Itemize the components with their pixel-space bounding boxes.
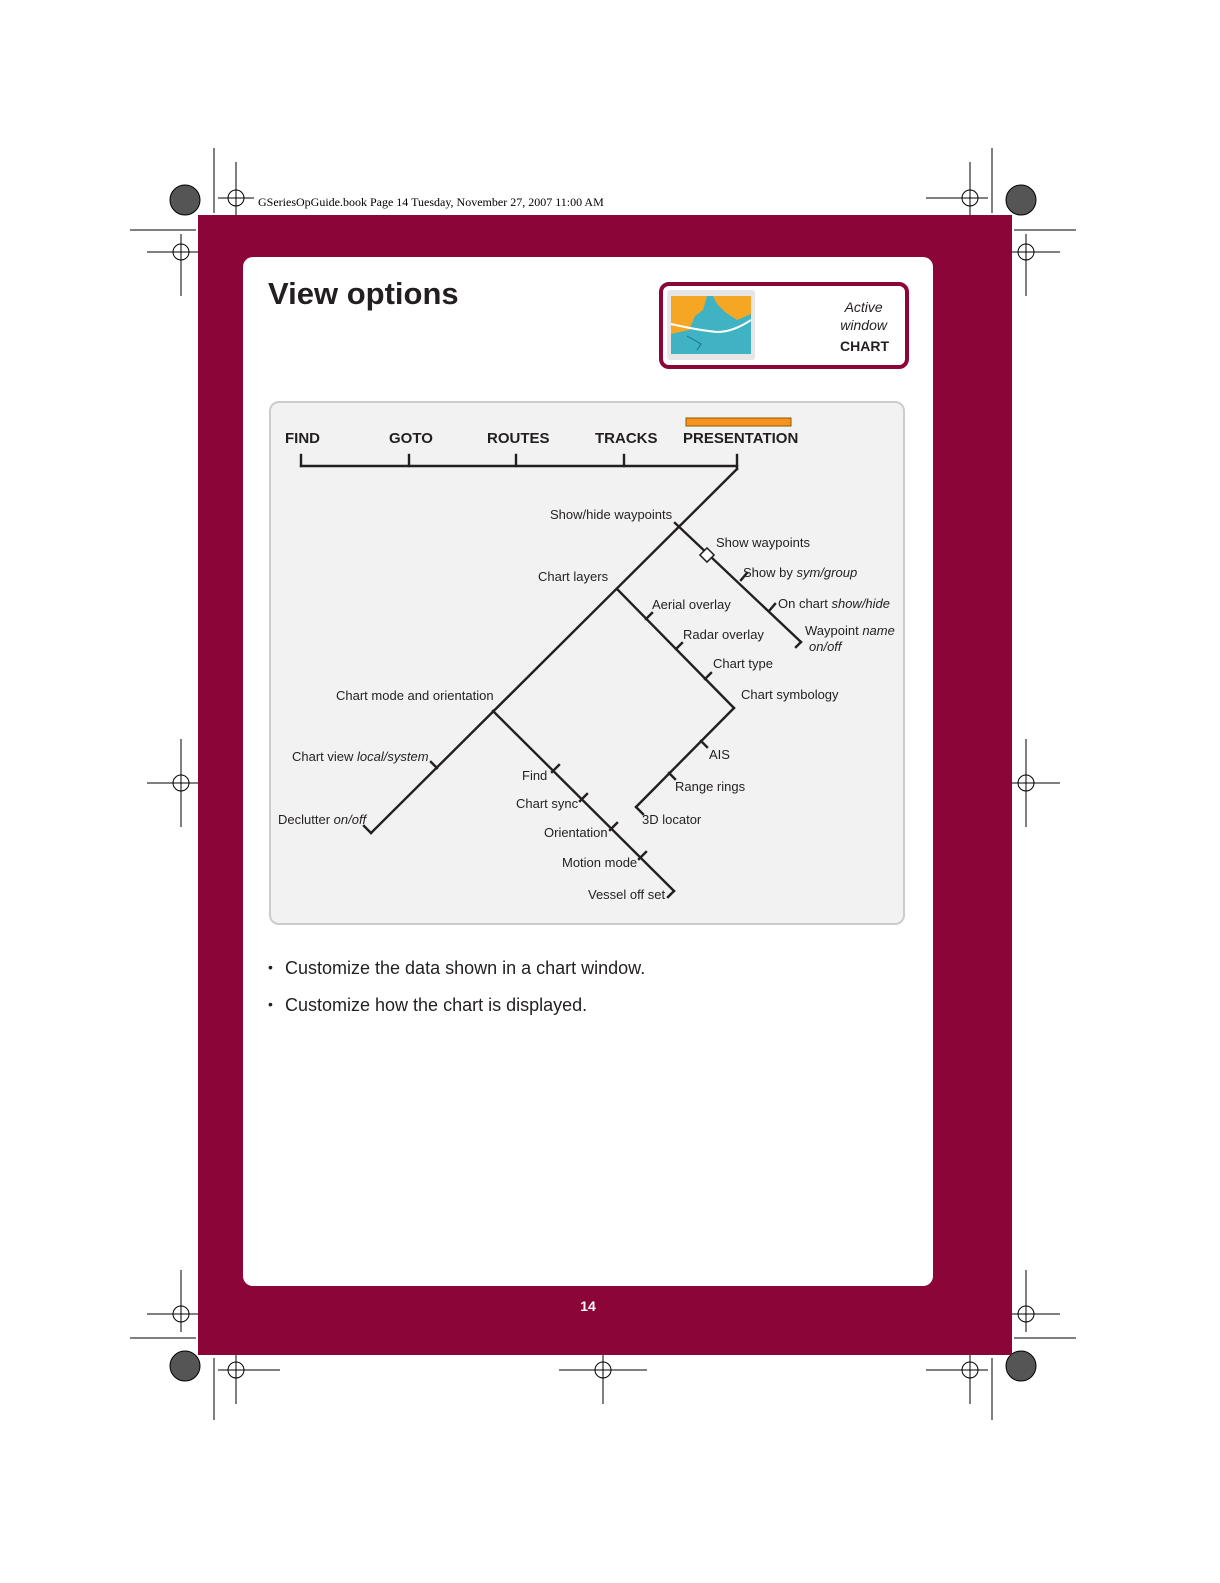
label-orientation[interactable]: Orientation bbox=[544, 825, 608, 840]
bullet-item: • Customize the data shown in a chart window. bbox=[268, 958, 645, 979]
declutter-em: on/off bbox=[333, 812, 367, 827]
label-vessel-offset[interactable]: Vessel off set bbox=[588, 887, 666, 902]
print-header: GSeriesOpGuide.book Page 14 Tuesday, November 27, 2007 11:00 AM bbox=[258, 195, 604, 209]
chart-thumbnail-icon bbox=[667, 290, 755, 360]
page-number: 14 bbox=[580, 1298, 596, 1314]
tab-routes[interactable]: ROUTES bbox=[487, 430, 550, 447]
chart-view-text: Chart view bbox=[292, 749, 358, 764]
label-waypoint-name[interactable] bbox=[805, 623, 895, 638]
label-declutter[interactable] bbox=[278, 812, 368, 827]
label-3d-locator[interactable]: 3D locator bbox=[642, 812, 702, 827]
tab-find[interactable]: FIND bbox=[285, 430, 320, 447]
tab-presentation[interactable]: PRESENTATION bbox=[683, 430, 799, 447]
label-motion-mode[interactable]: Motion mode bbox=[562, 855, 638, 870]
label-find[interactable]: Find bbox=[522, 768, 548, 783]
show-by-text: Show by bbox=[743, 565, 797, 580]
label-show-waypoints[interactable]: Show waypoints bbox=[716, 535, 810, 550]
label-radar-overlay[interactable]: Radar overlay bbox=[683, 627, 764, 642]
show-by-em: sym/group bbox=[796, 565, 858, 580]
active-label-line1: Active bbox=[844, 299, 883, 315]
label-on-chart[interactable] bbox=[778, 596, 890, 611]
label-chart-symbology[interactable]: Chart symbology bbox=[741, 687, 839, 702]
tab-tracks[interactable]: TRACKS bbox=[595, 430, 658, 447]
bullet-item: • Customize how the chart is displayed. bbox=[268, 995, 645, 1016]
waypoint-name-text: Waypoint bbox=[805, 623, 863, 638]
label-chart-type[interactable]: Chart type bbox=[713, 656, 773, 671]
label-chart-mode[interactable]: Chart mode and orientation bbox=[336, 688, 494, 703]
label-waypoint-name-onoff: on/off bbox=[809, 639, 842, 654]
declutter-text: Declutter bbox=[278, 812, 334, 827]
tab-goto[interactable]: GOTO bbox=[389, 430, 433, 447]
active-window-indicator bbox=[659, 282, 909, 369]
on-chart-em: show/hide bbox=[831, 596, 891, 611]
active-tab-highlight bbox=[686, 418, 791, 426]
label-aerial-overlay[interactable]: Aerial overlay bbox=[652, 597, 731, 612]
chart-view-em: local/system bbox=[357, 749, 429, 764]
active-window-label bbox=[840, 298, 887, 334]
label-chart-sync[interactable]: Chart sync bbox=[516, 796, 579, 811]
label-show-by[interactable] bbox=[743, 565, 857, 580]
bullet-list bbox=[268, 958, 645, 1032]
label-chart-view[interactable] bbox=[292, 749, 429, 764]
label-chart-layers[interactable]: Chart layers bbox=[538, 569, 609, 584]
label-ais[interactable]: AIS bbox=[709, 747, 730, 762]
waypoint-name-em: name bbox=[862, 623, 895, 638]
label-range-rings[interactable]: Range rings bbox=[675, 779, 746, 794]
page-title: View options bbox=[268, 276, 459, 311]
label-show-hide-waypoints[interactable]: Show/hide waypoints bbox=[550, 507, 673, 522]
active-label-line2: window bbox=[840, 317, 887, 333]
on-chart-text: On chart bbox=[778, 596, 832, 611]
active-window-mode: CHART bbox=[840, 338, 889, 354]
menu-diagram bbox=[269, 401, 905, 925]
